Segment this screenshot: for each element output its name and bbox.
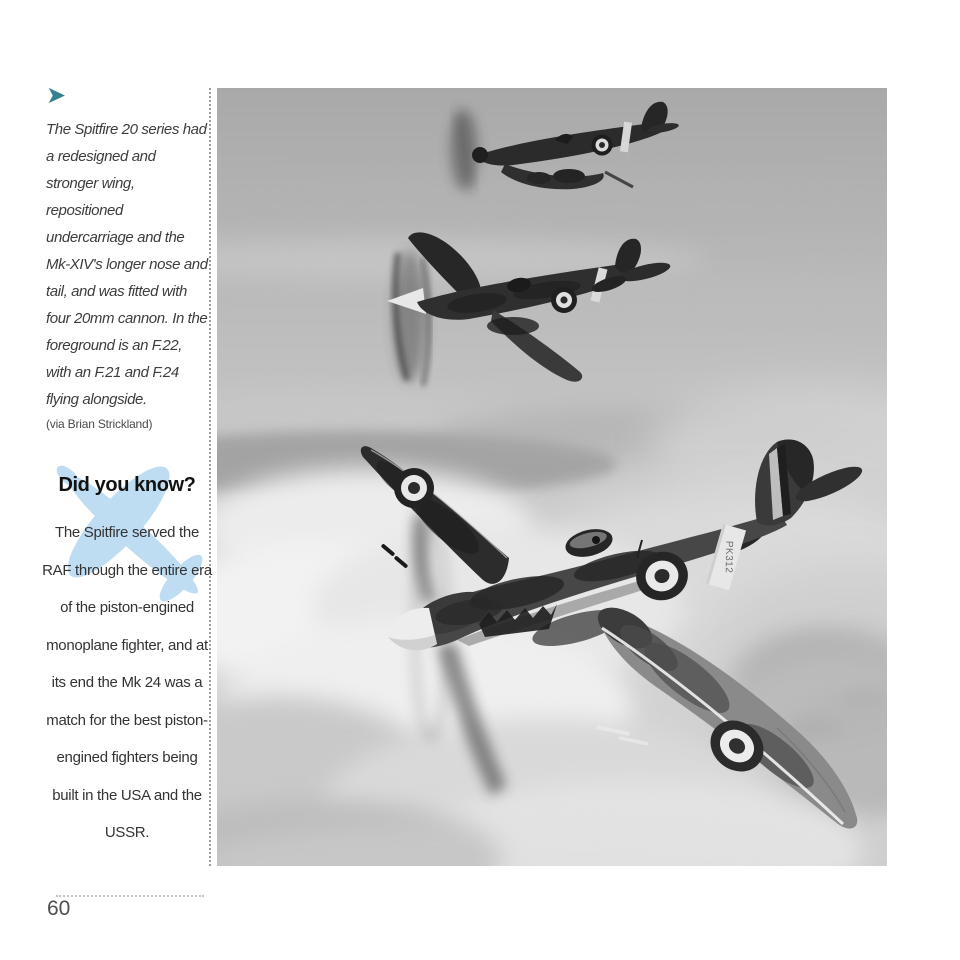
- dotted-divider-horizontal: [56, 895, 204, 897]
- did-you-know-text: The Spitfire served the RAF through the entire era of the piston-engined monoplane fighter, and at its end the Mk 24 was a match for the best piston-engined fighters being built in the USA and the USSR.: [42, 524, 212, 841]
- serial-marking: PK312: [722, 540, 735, 574]
- did-you-know-box: [42, 472, 212, 852]
- sidebar: [42, 82, 212, 841]
- spitfire-photo: [217, 88, 887, 866]
- did-you-know-heading: Did you know?: [58, 474, 196, 496]
- photo-credit: (via Brian Strickland): [46, 417, 153, 431]
- photo-illustration: [217, 88, 887, 866]
- caption-arrow-icon: ➤: [46, 82, 67, 109]
- page-number: 60: [47, 897, 71, 920]
- photo-caption: The Spitfire 20 series had a redesigned and stronger wing, repositioned undercarriage and the Mk-XIV's longer nose and tail, and was fitted with four 20mm cannon. In the foreground is an F.22, with an F.21 and F.24 flying alongside.: [46, 121, 208, 408]
